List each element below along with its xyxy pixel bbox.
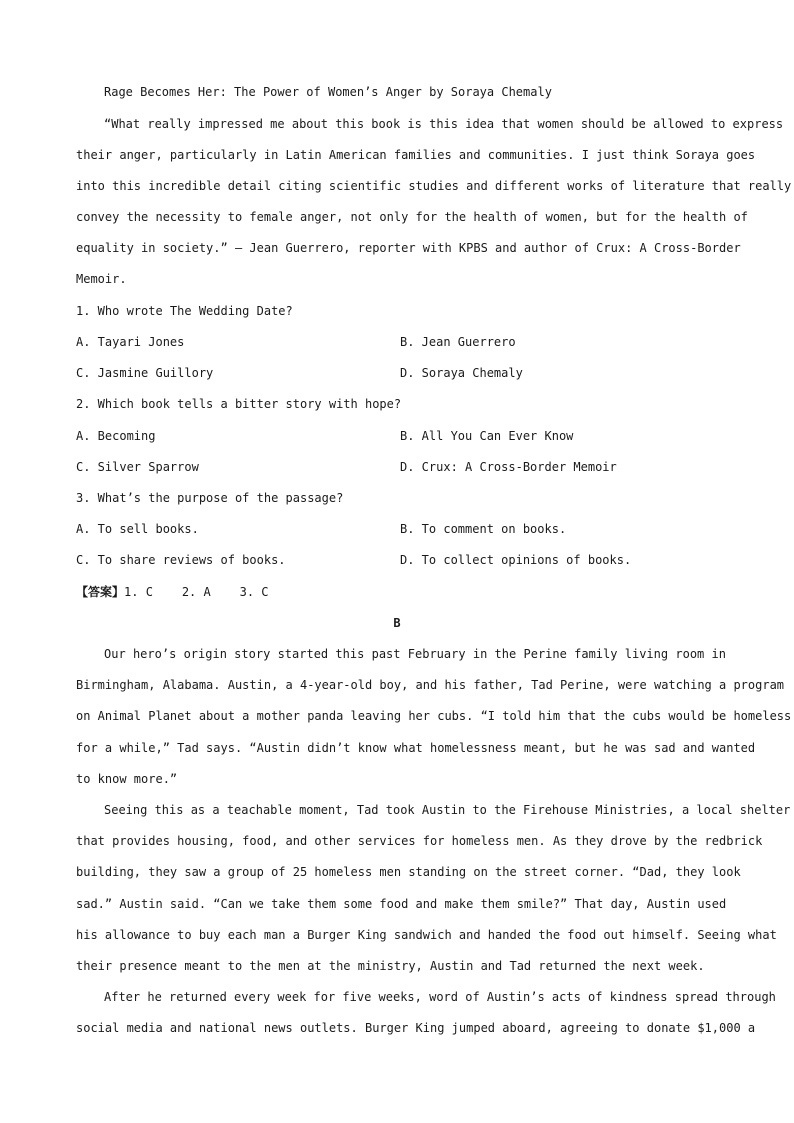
paragraph-line: social media and national news outlets. Burger King jumped aboard, agreeing to donate $1,000 a xyxy=(76,1021,756,1035)
paragraph-line: After he returned every week for five weeks, word of Austin’s acts of kindness spread through xyxy=(104,990,776,1004)
option-b: B. Jean Guerrero xyxy=(400,335,516,349)
question-stem: 2. Which book tells a bitter story with hope? xyxy=(76,397,402,411)
answer-line xyxy=(76,584,269,600)
option-c: C. Silver Sparrow xyxy=(76,460,199,474)
paragraph-line: Our hero’s origin story started this past February in the Perine family living room in xyxy=(104,647,726,661)
answer-values: 1. C 2. A 3. C xyxy=(124,585,269,599)
option-a: A. To sell books. xyxy=(76,522,199,536)
quote-line: convey the necessity to female anger, not only for the health of women, but for the health of xyxy=(76,210,748,224)
option-a: A. Tayari Jones xyxy=(76,335,185,349)
paragraph-line: building, they saw a group of 25 homeless men standing on the street corner. “Dad, they look xyxy=(76,865,741,879)
question-stem: 1. Who wrote The Wedding Date? xyxy=(76,304,293,318)
paragraph-line: on Animal Planet about a mother panda leaving her cubs. “I told him that the cubs would be homeless xyxy=(76,709,792,723)
quote-line: their anger, particularly in Latin American families and communities. I just think Soraya goes xyxy=(76,148,756,162)
option-c: C. To share reviews of books. xyxy=(76,553,286,567)
quote-line: Memoir. xyxy=(76,272,127,286)
paragraph-line: to know more.” xyxy=(76,772,178,786)
option-b: B. To comment on books. xyxy=(400,522,567,536)
quote-line: equality in society.” — Jean Guerrero, reporter with KPBS and author of Crux: A Cross-Border xyxy=(76,241,741,255)
paragraph-line: that provides housing, food, and other services for homeless men. As they drove by the redbrick xyxy=(76,834,763,848)
option-b: B. All You Can Ever Know xyxy=(400,429,574,443)
paragraph-line: his allowance to buy each man a Burger King sandwich and handed the food out himself. Seeing what xyxy=(76,928,777,942)
section-heading: B xyxy=(393,616,401,630)
option-d: D. To collect opinions of books. xyxy=(400,553,632,567)
paragraph-line: for a while,” Tad says. “Austin didn’t know what homelessness meant, but he was sad and wanted xyxy=(76,741,756,755)
paragraph-line: Seeing this as a teachable moment, Tad took Austin to the Firehouse Ministries, a local shelter xyxy=(104,803,791,817)
paragraph-line: Birmingham, Alabama. Austin, a 4-year-old boy, and his father, Tad Perine, were watching a program xyxy=(76,678,785,692)
quote-line: into this incredible detail citing scientific studies and different works of literature that really xyxy=(76,179,792,193)
question-stem: 3. What’s the purpose of the passage? xyxy=(76,491,344,505)
paragraph-line: their presence meant to the men at the ministry, Austin and Tad returned the next week. xyxy=(76,959,705,973)
book-title-line: Rage Becomes Her: The Power of Women’s Anger by Soraya Chemaly xyxy=(104,85,552,99)
quote-line: “What really impressed me about this book is this idea that women should be allowed to express xyxy=(104,117,784,131)
option-c: C. Jasmine Guillory xyxy=(76,366,214,380)
paragraph-line: sad.” Austin said. “Can we take them some food and make them smile?” That day, Austin used xyxy=(76,897,727,911)
option-d: D. Soraya Chemaly xyxy=(400,366,523,380)
option-a: A. Becoming xyxy=(76,429,156,443)
option-d: D. Crux: A Cross-Border Memoir xyxy=(400,460,617,474)
answer-label: 【答案】 xyxy=(76,585,125,599)
